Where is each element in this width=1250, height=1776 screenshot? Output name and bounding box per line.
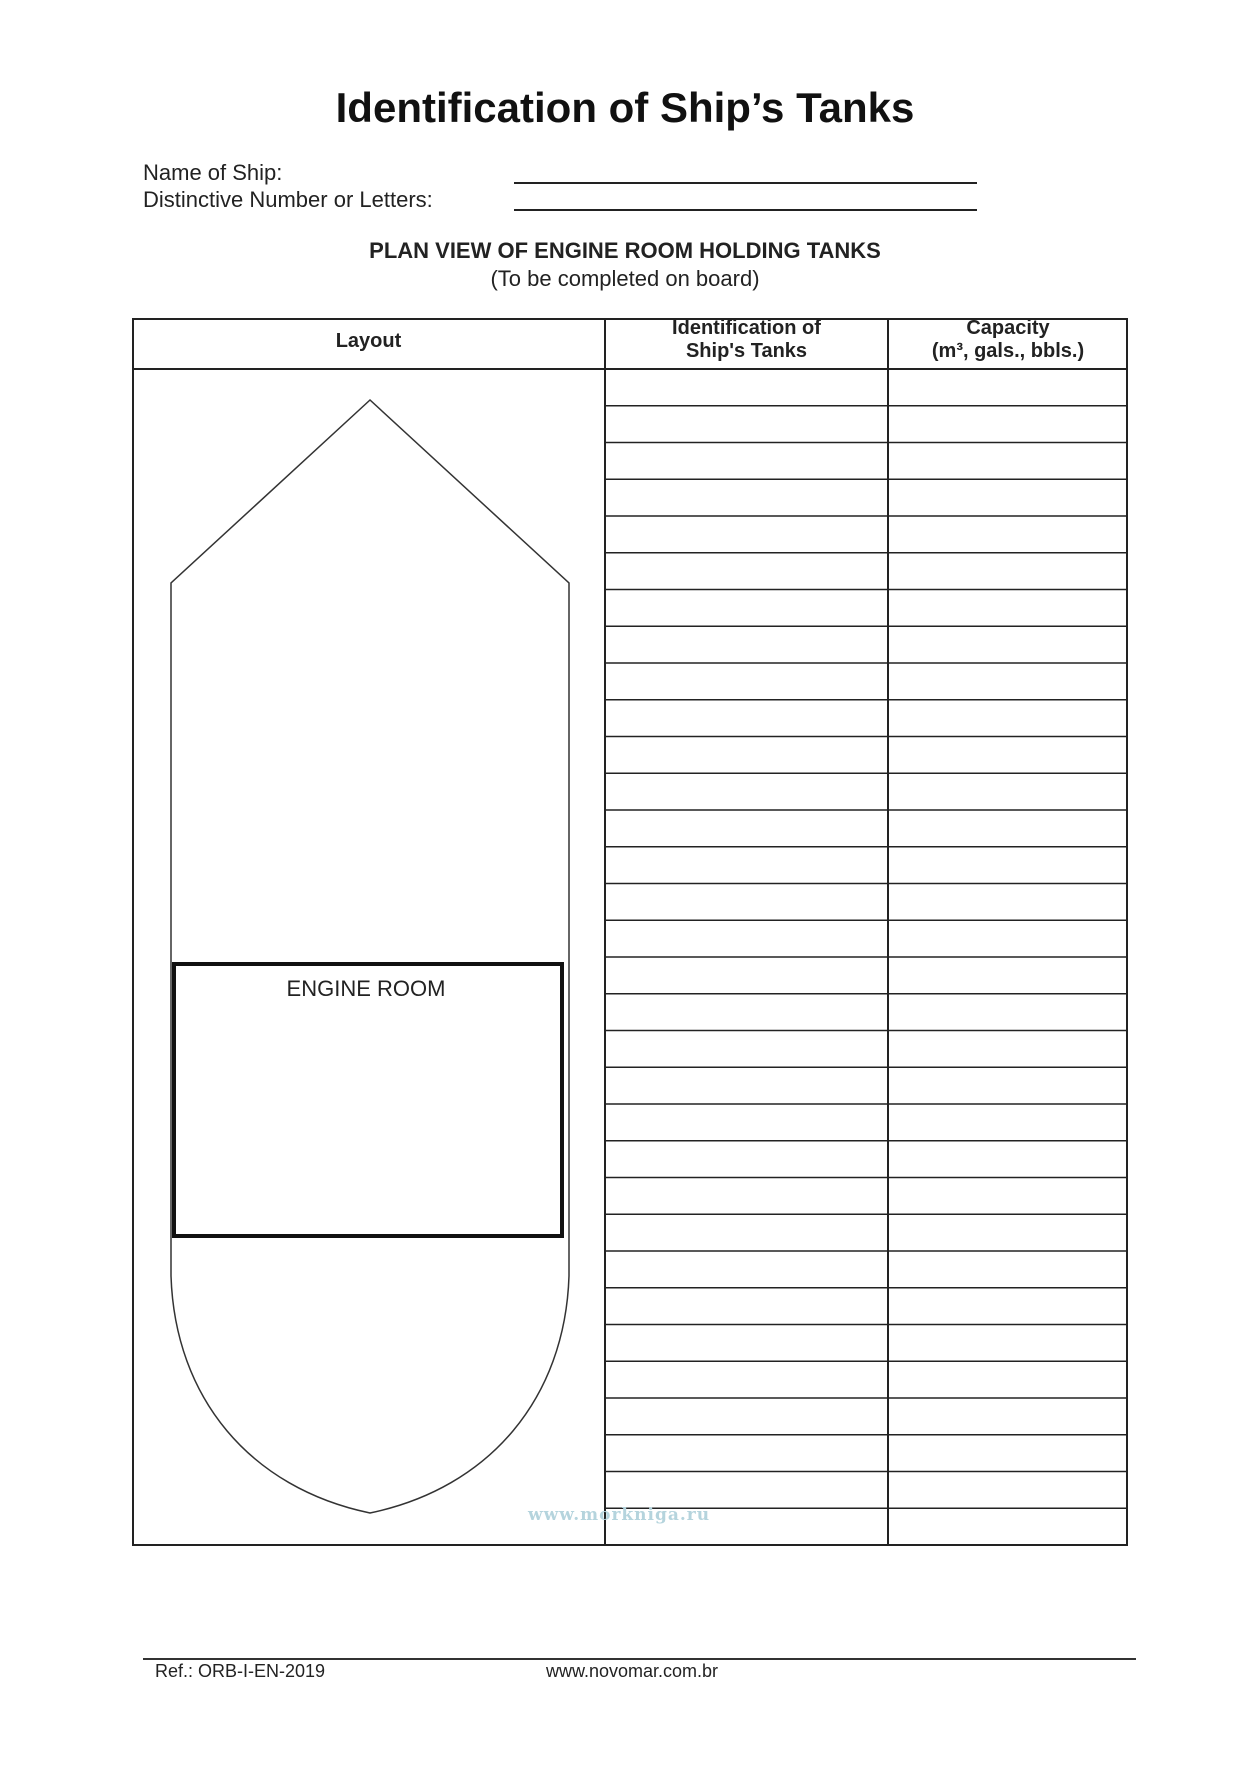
header-capacity-line2: (m³, gals., bbls.) xyxy=(931,340,1085,362)
tank-capacity-cell[interactable] xyxy=(890,812,1125,845)
tank-capacity-cell[interactable] xyxy=(890,739,1125,772)
tank-identification-cell[interactable] xyxy=(607,1069,886,1102)
tank-capacity-cell[interactable] xyxy=(890,1106,1125,1139)
header-identification-line2: Ship's Tanks xyxy=(685,340,808,362)
tank-identification-cell[interactable] xyxy=(607,959,886,992)
tank-identification-cell[interactable] xyxy=(607,1437,886,1470)
tank-identification-cell[interactable] xyxy=(607,849,886,882)
tank-capacity-cell[interactable] xyxy=(890,408,1125,441)
tank-identification-cell[interactable] xyxy=(607,1474,886,1507)
tank-identification-cell[interactable] xyxy=(607,996,886,1029)
tank-capacity-cell[interactable] xyxy=(890,1216,1125,1249)
distinctive-number-label: Distinctive Number or Letters: xyxy=(143,187,433,212)
tank-identification-cell[interactable] xyxy=(607,371,886,404)
tank-capacity-cell[interactable] xyxy=(890,1069,1125,1102)
tank-identification-cell[interactable] xyxy=(607,665,886,698)
tank-capacity-cell[interactable] xyxy=(890,481,1125,514)
tank-capacity-cell[interactable] xyxy=(890,555,1125,588)
tank-capacity-cell[interactable] xyxy=(890,1253,1125,1286)
tank-capacity-cell[interactable] xyxy=(890,1033,1125,1066)
tank-identification-cell[interactable] xyxy=(607,1400,886,1433)
header-identification xyxy=(605,317,888,363)
tank-capacity-cell[interactable] xyxy=(890,592,1125,625)
watermark: www.morkniga.ru xyxy=(528,1505,711,1525)
tank-identification-cell[interactable] xyxy=(607,1327,886,1360)
tank-identification-cell[interactable] xyxy=(607,739,886,772)
tank-capacity-cell[interactable] xyxy=(890,371,1125,404)
tank-identification-table xyxy=(132,318,1128,1546)
tank-capacity-cell[interactable] xyxy=(890,1180,1125,1213)
tank-capacity-cell[interactable] xyxy=(890,886,1125,919)
tank-identification-cell[interactable] xyxy=(607,1180,886,1213)
tank-identification-cell[interactable] xyxy=(607,922,886,955)
plan-view-subtitle: (To be completed on board) xyxy=(490,266,760,291)
header-identification-line1: Identification of xyxy=(672,317,821,339)
ship-name-label: Name of Ship: xyxy=(143,160,283,185)
footer-reference: Ref.: ORB-I-EN-2019 xyxy=(155,1661,326,1681)
tank-identification-cell[interactable] xyxy=(607,445,886,478)
ship-hull-outline xyxy=(171,400,569,1513)
tank-capacity-cell[interactable] xyxy=(890,445,1125,478)
tank-identification-cell[interactable] xyxy=(607,518,886,551)
tank-identification-cell[interactable] xyxy=(607,702,886,735)
tank-capacity-cell[interactable] xyxy=(890,775,1125,808)
tank-identification-cell[interactable] xyxy=(607,1033,886,1066)
tank-capacity-cell[interactable] xyxy=(890,1143,1125,1176)
tank-capacity-cell[interactable] xyxy=(890,1400,1125,1433)
ship-name-field[interactable] xyxy=(514,182,977,184)
footer-website: www.novomar.com.br xyxy=(546,1661,719,1681)
plan-view-title: PLAN VIEW OF ENGINE ROOM HOLDING TANKS xyxy=(369,238,881,263)
tank-capacity-cell[interactable] xyxy=(890,1327,1125,1360)
tank-capacity-cell[interactable] xyxy=(890,518,1125,551)
tank-identification-cell[interactable] xyxy=(607,1253,886,1286)
tank-identification-cell[interactable] xyxy=(607,1290,886,1323)
tank-capacity-cell[interactable] xyxy=(890,702,1125,735)
tank-capacity-cell[interactable] xyxy=(890,665,1125,698)
tank-identification-cell[interactable] xyxy=(607,1143,886,1176)
tank-capacity-cell[interactable] xyxy=(890,1474,1125,1507)
tank-capacity-cell[interactable] xyxy=(890,1437,1125,1470)
engine-room-label: ENGINE ROOM xyxy=(286,976,446,1001)
tank-capacity-cell[interactable] xyxy=(890,628,1125,661)
header-capacity xyxy=(888,317,1128,363)
tank-identification-cell[interactable] xyxy=(607,886,886,919)
tank-capacity-cell[interactable] xyxy=(890,922,1125,955)
tank-identification-cell[interactable] xyxy=(607,1216,886,1249)
tank-identification-cell[interactable] xyxy=(607,408,886,441)
tank-capacity-cell[interactable] xyxy=(890,996,1125,1029)
tank-capacity-cell[interactable] xyxy=(890,1510,1125,1543)
header-capacity-line1: Capacity xyxy=(966,317,1050,339)
document-title: Identification of Ship’s Tanks xyxy=(335,84,915,131)
tank-identification-cell[interactable] xyxy=(607,775,886,808)
tank-capacity-cell[interactable] xyxy=(890,959,1125,992)
tank-identification-cell[interactable] xyxy=(607,812,886,845)
header-layout: Layout xyxy=(335,330,402,352)
tank-identification-cell[interactable] xyxy=(607,481,886,514)
tank-capacity-cell[interactable] xyxy=(890,849,1125,882)
tank-identification-cell[interactable] xyxy=(607,592,886,625)
distinctive-number-field[interactable] xyxy=(514,209,977,211)
tank-identification-cell[interactable] xyxy=(607,628,886,661)
tank-identification-cell[interactable] xyxy=(607,1106,886,1139)
tank-identification-cell[interactable] xyxy=(607,1363,886,1396)
footer-divider xyxy=(143,1658,1136,1660)
engine-room-box xyxy=(174,964,562,1236)
tank-capacity-cell[interactable] xyxy=(890,1290,1125,1323)
tank-identification-cell[interactable] xyxy=(607,555,886,588)
tank-capacity-cell[interactable] xyxy=(890,1363,1125,1396)
